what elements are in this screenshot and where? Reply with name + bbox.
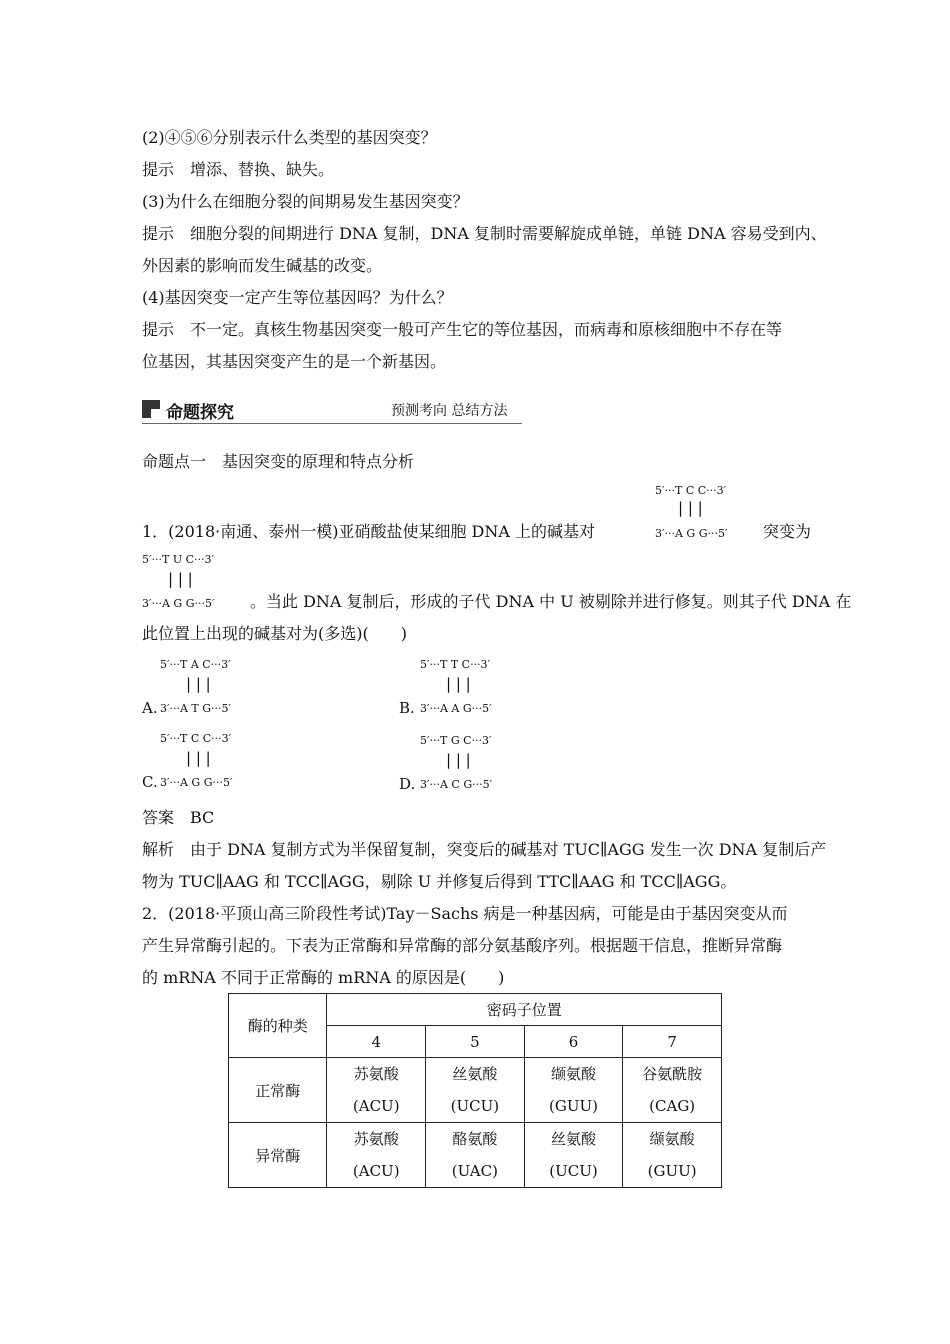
option-c-bonds: | | | xyxy=(186,749,211,767)
table-cell xyxy=(327,1123,426,1188)
orig-pair-top: 5′···T C C···3′ xyxy=(655,484,727,497)
option-c-bottom: 3′···A G G···5′ xyxy=(160,776,233,789)
row-label-abnormal: 异常酶 xyxy=(229,1123,327,1188)
position-7: 7 xyxy=(623,1026,722,1058)
option-b-top: 5′···T T C···3′ xyxy=(420,658,491,671)
analysis-line-1: 解析 由于 DNA 复制方式为半保留复制，突变后的碱基对 TUC∥AGG 发生一次 DNA 复制后产 xyxy=(142,840,827,859)
hint-2-text: 提示 增添、替换、缺失。 xyxy=(142,160,335,179)
option-d-bottom: 3′···A C G···5′ xyxy=(420,778,493,791)
codon: (UAC) xyxy=(451,1162,498,1180)
table-cell xyxy=(524,1123,623,1188)
mut-pair-bonds: | | | xyxy=(168,570,193,588)
table-cell xyxy=(623,1058,722,1123)
option-d-letter: D. xyxy=(399,775,416,793)
option-a-top: 5′···T A C···3′ xyxy=(160,658,231,671)
amino-acid: 缬氨酸 xyxy=(550,1065,596,1083)
hint-4-line-2: 位基因，其基因突变产生的是一个新基因。 xyxy=(142,352,447,371)
hint-3-line-2: 外因素的影响而发生碱基的改变。 xyxy=(142,256,383,275)
enzyme-table xyxy=(228,993,722,1188)
codon: (UCU) xyxy=(450,1097,500,1115)
position-4: 4 xyxy=(327,1026,426,1058)
table-cell xyxy=(524,1058,623,1123)
option-a-letter: A. xyxy=(142,699,158,717)
codon: (GUU) xyxy=(647,1162,697,1180)
amino-acid: 丝氨酸 xyxy=(452,1065,498,1083)
option-c-letter: C. xyxy=(142,773,158,791)
hint-3-line-1: 提示 细胞分裂的间期进行 DNA 复制，DNA 复制时需要解旋成单链，单链 DNA 容易受到内、 xyxy=(142,224,827,243)
section-rule xyxy=(142,423,522,424)
position-5: 5 xyxy=(426,1026,525,1058)
option-a-bonds: | | | xyxy=(186,675,211,693)
table-cell xyxy=(623,1123,722,1188)
mut-pair-top: 5′···T U C···3′ xyxy=(142,553,214,566)
question-3-text: (3)为什么在细胞分裂的间期易发生基因突变？ xyxy=(142,192,469,211)
mut-pair-bottom: 3′···A G G···5′ xyxy=(142,597,215,610)
topic-title: 命题点一 基因突变的原理和特点分析 xyxy=(142,452,415,471)
option-d-top: 5′···T G C···3′ xyxy=(420,734,492,747)
amino-acid: 谷氨酰胺 xyxy=(642,1065,703,1083)
header-codon-position: 密码子位置 xyxy=(327,994,722,1026)
row-label-normal: 正常酶 xyxy=(229,1058,327,1123)
codon: (ACU) xyxy=(352,1097,400,1115)
header-enzyme-type: 酶的种类 xyxy=(229,994,327,1058)
analysis-line-2: 物为 TUC∥AAG 和 TCC∥AGG，剔除 U 并修复后得到 TTC∥AAG 和 TCC∥AGG。 xyxy=(142,872,737,891)
amino-acid: 缬氨酸 xyxy=(649,1130,695,1148)
question-2-line-2: 产生异常酶引起的。下表为正常酶和异常酶的部分氨基酸序列。根据题干信息，推断异常酶 xyxy=(142,936,783,955)
section-title: 命题探究 xyxy=(166,403,234,423)
section-header xyxy=(142,398,522,424)
codon: (CAG) xyxy=(649,1097,696,1115)
amino-acid: 苏氨酸 xyxy=(353,1130,399,1148)
table-row xyxy=(229,1123,722,1188)
table-cell xyxy=(426,1058,525,1123)
amino-acid: 苏氨酸 xyxy=(353,1065,399,1083)
hint-4-line-1: 提示 不一定。真核生物基因突变一般可产生它的等位基因，而病毒和原核细胞中不存在等 xyxy=(142,320,783,339)
table-cell xyxy=(426,1123,525,1188)
question-2-line-3: 的 mRNA 不同于正常酶的 mRNA 的原因是( ) xyxy=(142,968,505,987)
amino-acid: 酪氨酸 xyxy=(452,1130,498,1148)
codon: (UCU) xyxy=(549,1162,598,1180)
orig-pair-bottom: 3′···A G G···5′ xyxy=(655,527,728,540)
option-c-top: 5′···T C C···3′ xyxy=(160,732,232,745)
question-1-line-1-end: 突变为 xyxy=(763,522,812,541)
option-b-bonds: | | | xyxy=(446,675,471,693)
table-row xyxy=(229,1058,722,1123)
option-b-letter: B. xyxy=(399,699,415,717)
option-a-bottom: 3′···A T G···5′ xyxy=(160,702,232,715)
section-subtitle: 预测考向 总结方法 xyxy=(391,403,508,419)
question-1-line-1: 1．(2018·南通、泰州一模)亚硝酸盐使某细胞 DNA 上的碱基对 xyxy=(142,522,596,541)
codon: (GUU) xyxy=(549,1097,598,1115)
orig-pair-bonds: | | | xyxy=(678,499,703,517)
question-1-line-2: 。当此 DNA 复制后，形成的子代 DNA 中 U 被剔除并进行修复。则其子代 DNA 在 xyxy=(250,592,852,611)
codon: (ACU) xyxy=(352,1162,400,1180)
amino-acid: 丝氨酸 xyxy=(550,1130,596,1148)
option-b-bottom: 3′···A A G···5′ xyxy=(420,702,492,715)
question-2-line-1: 2．(2018·平顶山高三阶段性考试)Tay－Sachs 病是一种基因病，可能是由于基因突变从而 xyxy=(142,904,788,923)
option-d-bonds: | | | xyxy=(446,751,471,769)
answer-text: 答案 BC xyxy=(142,808,215,827)
question-4-text: (4)基因突变一定产生等位基因吗？为什么？ xyxy=(142,288,453,307)
table-cell xyxy=(327,1058,426,1123)
question-1-line-3: 此位置上出现的碱基对为(多选)( ) xyxy=(142,624,407,643)
question-2-text: (2)④⑤⑥分别表示什么类型的基因突变？ xyxy=(142,128,437,147)
position-6: 6 xyxy=(524,1026,623,1058)
